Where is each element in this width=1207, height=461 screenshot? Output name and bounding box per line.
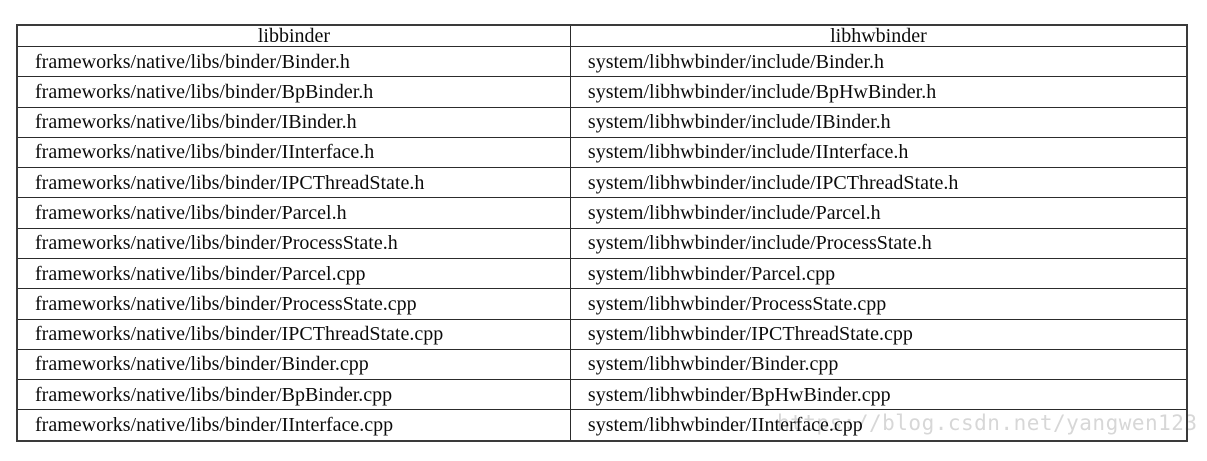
binder-file-comparison-table: [16, 24, 1188, 442]
file-path-cell: frameworks/native/libs/binder/Binder.h: [17, 47, 570, 77]
file-path-cell: system/libhwbinder/IPCThreadState.cpp: [570, 319, 1187, 349]
file-path-cell: frameworks/native/libs/binder/Parcel.cpp: [17, 258, 570, 288]
table-row: [17, 47, 1187, 77]
table-row: [17, 168, 1187, 198]
file-path-cell: system/libhwbinder/include/Binder.h: [570, 47, 1187, 77]
file-path-cell: frameworks/native/libs/binder/BpBinder.cpp: [17, 380, 570, 410]
table-row: [17, 137, 1187, 167]
file-path-cell: system/libhwbinder/BpHwBinder.cpp: [570, 380, 1187, 410]
file-path-cell: system/libhwbinder/include/IInterface.h: [570, 137, 1187, 167]
table-body: [17, 47, 1187, 442]
file-path-cell: frameworks/native/libs/binder/IPCThreadState.cpp: [17, 319, 570, 349]
file-path-cell: system/libhwbinder/IInterface.cpp: [570, 410, 1187, 441]
table-row: [17, 410, 1187, 441]
table-row: [17, 258, 1187, 288]
file-path-cell: frameworks/native/libs/binder/ProcessState.cpp: [17, 289, 570, 319]
file-path-cell: frameworks/native/libs/binder/IPCThreadState.h: [17, 168, 570, 198]
table-row: [17, 77, 1187, 107]
file-path-cell: frameworks/native/libs/binder/Parcel.h: [17, 198, 570, 228]
csdn-watermark: https://blog.csdn.net/yangwen123: [777, 411, 1198, 435]
file-path-cell: frameworks/native/libs/binder/IInterface.h: [17, 137, 570, 167]
file-path-cell: system/libhwbinder/include/IPCThreadState.h: [570, 168, 1187, 198]
table-row: [17, 198, 1187, 228]
file-path-cell: frameworks/native/libs/binder/IInterface.cpp: [17, 410, 570, 441]
table-row: [17, 319, 1187, 349]
header-row: [17, 25, 1187, 47]
table-row: [17, 349, 1187, 379]
file-path-cell: frameworks/native/libs/binder/BpBinder.h: [17, 77, 570, 107]
file-path-cell: system/libhwbinder/Binder.cpp: [570, 349, 1187, 379]
file-path-cell: frameworks/native/libs/binder/ProcessState.h: [17, 228, 570, 258]
table-row: [17, 107, 1187, 137]
file-path-cell: system/libhwbinder/include/Parcel.h: [570, 198, 1187, 228]
column-header-libhwbinder: libhwbinder: [570, 25, 1187, 47]
column-header-libbinder: libbinder: [17, 25, 570, 47]
file-path-cell: system/libhwbinder/Parcel.cpp: [570, 258, 1187, 288]
file-path-cell: system/libhwbinder/include/ProcessState.h: [570, 228, 1187, 258]
table-row: [17, 228, 1187, 258]
file-path-cell: system/libhwbinder/include/BpHwBinder.h: [570, 77, 1187, 107]
file-path-cell: frameworks/native/libs/binder/Binder.cpp: [17, 349, 570, 379]
file-path-cell: frameworks/native/libs/binder/IBinder.h: [17, 107, 570, 137]
table-row: [17, 380, 1187, 410]
file-path-cell: system/libhwbinder/include/IBinder.h: [570, 107, 1187, 137]
table-row: [17, 289, 1187, 319]
file-path-cell: system/libhwbinder/ProcessState.cpp: [570, 289, 1187, 319]
